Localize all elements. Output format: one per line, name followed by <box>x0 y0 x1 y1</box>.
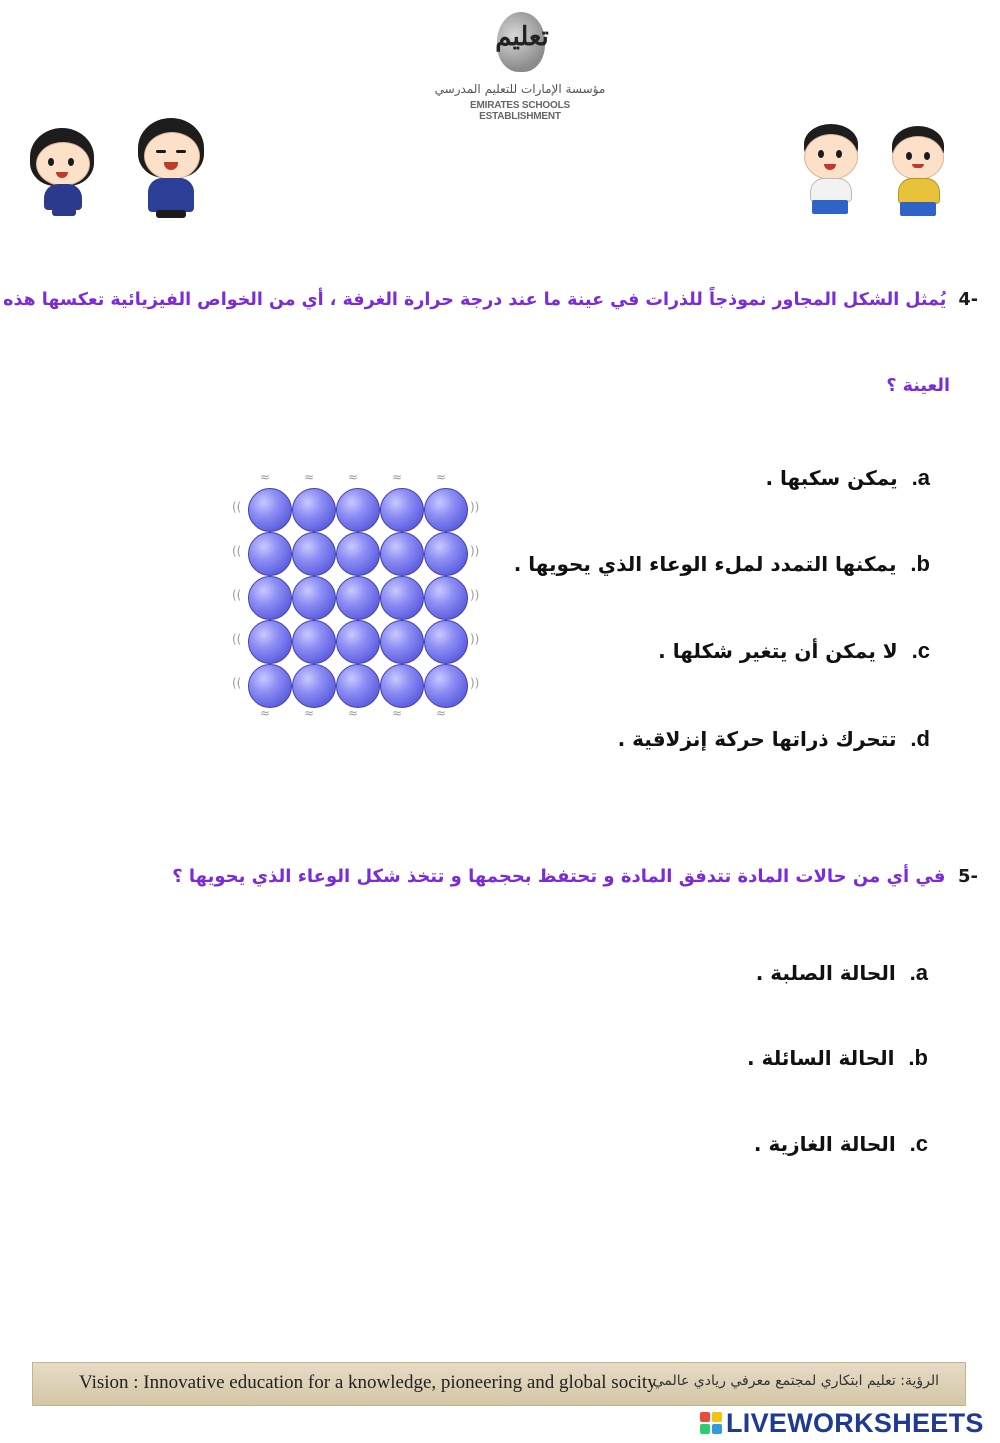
q4-option-c[interactable] <box>658 638 930 664</box>
q4-option-a-text: يمكن سكبها . <box>765 466 898 490</box>
vibration-mark: ≈ <box>260 706 271 720</box>
atom-sphere <box>380 664 424 708</box>
vibration-mark: (( <box>232 676 242 690</box>
q4-option-a-letter: a. <box>911 465 930 490</box>
logo-english-name: EMIRATES SCHOOLS ESTABLISHMENT <box>470 100 570 122</box>
q5-option-a-text: الحالة الصلبة . <box>755 961 896 985</box>
q5-option-b-text: الحالة السائلة . <box>747 1046 895 1070</box>
question-4-number: -4 <box>958 290 978 310</box>
atom-sphere <box>424 664 468 708</box>
q4-option-a[interactable] <box>765 465 930 491</box>
girl-illustration-1 <box>24 128 104 218</box>
atom-sphere <box>292 576 336 620</box>
vibration-mark: )) <box>470 500 480 514</box>
q4-option-d-text: تتحرك ذراتها حركة إنزلاقية . <box>617 727 897 751</box>
vibration-mark: ≈ <box>392 706 403 720</box>
atom-sphere <box>336 532 380 576</box>
question-5-text <box>172 866 978 887</box>
vibration-mark: (( <box>232 588 242 602</box>
solid-atoms-figure <box>226 462 494 724</box>
question-5-number: -5 <box>957 866 978 887</box>
q4-option-b-letter: b. <box>910 551 930 576</box>
vibration-mark: ≈ <box>436 470 447 484</box>
atom-sphere <box>380 532 424 576</box>
atom-sphere <box>336 664 380 708</box>
atom-sphere <box>248 532 292 576</box>
atom-sphere <box>424 620 468 664</box>
vibration-mark: ≈ <box>304 470 315 484</box>
vibration-mark: )) <box>470 632 480 646</box>
vibration-mark: (( <box>232 632 242 646</box>
question-4-line2: العينة ؟ <box>886 376 950 396</box>
vision-english: Vision : Innovative education for a knowledge, pioneering and global socity <box>79 1372 657 1393</box>
q4-option-d-letter: d. <box>910 726 930 751</box>
vibration-mark: )) <box>470 588 480 602</box>
vibration-mark: )) <box>470 544 480 558</box>
atom-sphere <box>248 620 292 664</box>
atom-sphere <box>292 488 336 532</box>
atom-sphere <box>424 576 468 620</box>
atom-sphere <box>424 532 468 576</box>
q4-option-b[interactable] <box>514 551 930 577</box>
atom-sphere <box>248 488 292 532</box>
school-logo <box>430 12 610 122</box>
boy-illustration-1 <box>800 124 862 216</box>
vibration-mark: ≈ <box>436 706 447 720</box>
question-4-text <box>3 290 978 310</box>
question-5-line: في أي من حالات المادة تتدفق المادة و تحتفظ بحجمها و تتخذ شكل الوعاء الذي يحويها ؟ <box>172 866 946 887</box>
atom-sphere <box>248 664 292 708</box>
atom-sphere <box>380 620 424 664</box>
question-4-line1: يُمثل الشكل المجاور نموذجاً للذرات في عينة ما عند درجة حرارة الغرفة ، أي من الخواص الفيزيائية تعكسها هذه <box>3 290 947 310</box>
q5-option-a-letter: a. <box>909 960 928 985</box>
boy-illustration-2 <box>886 126 950 218</box>
q4-option-c-letter: c. <box>911 638 930 663</box>
logo-arabic-name: مؤسسة الإمارات للتعليم المدرسي <box>434 82 606 96</box>
vibration-mark: ≈ <box>260 470 271 484</box>
atom-sphere <box>248 576 292 620</box>
vibration-mark: (( <box>232 500 242 514</box>
liveworksheets-icon <box>700 1412 722 1434</box>
atom-sphere <box>380 576 424 620</box>
vibration-mark: ≈ <box>348 470 359 484</box>
q5-option-c[interactable] <box>754 1131 928 1157</box>
vibration-mark: ≈ <box>392 470 403 484</box>
vision-banner <box>32 1362 966 1406</box>
atom-sphere <box>292 664 336 708</box>
atom-sphere <box>292 620 336 664</box>
q4-option-d[interactable] <box>618 726 930 752</box>
atom-sphere <box>380 488 424 532</box>
q4-option-b-text: يمكنها التمدد لملء الوعاء الذي يحويها . <box>513 552 897 576</box>
atom-sphere <box>336 576 380 620</box>
q5-option-b[interactable] <box>747 1045 928 1071</box>
atom-sphere <box>336 488 380 532</box>
q5-option-b-letter: b. <box>908 1045 928 1070</box>
atom-sphere <box>424 488 468 532</box>
q5-option-c-letter: c. <box>909 1131 928 1156</box>
liveworksheets-text: LIVEWORKSHEETS <box>726 1408 984 1438</box>
vibration-mark: (( <box>232 544 242 558</box>
atom-sphere <box>336 620 380 664</box>
girl-illustration-2 <box>134 118 212 220</box>
q4-option-c-text: لا يمكن أن يتغير شكلها . <box>658 639 898 663</box>
vibration-mark: )) <box>470 676 480 690</box>
vision-arabic: الرؤية: تعليم ابتكاري لمجتمع معرفي ريادي عالمي <box>652 1373 939 1389</box>
logo-emblem-text: تعليم <box>495 22 549 52</box>
atom-sphere <box>292 532 336 576</box>
vibration-mark: ≈ <box>304 706 315 720</box>
q5-option-a[interactable] <box>756 960 928 986</box>
q5-option-c-text: الحالة الغازية . <box>753 1132 896 1156</box>
vibration-mark: ≈ <box>348 706 359 720</box>
